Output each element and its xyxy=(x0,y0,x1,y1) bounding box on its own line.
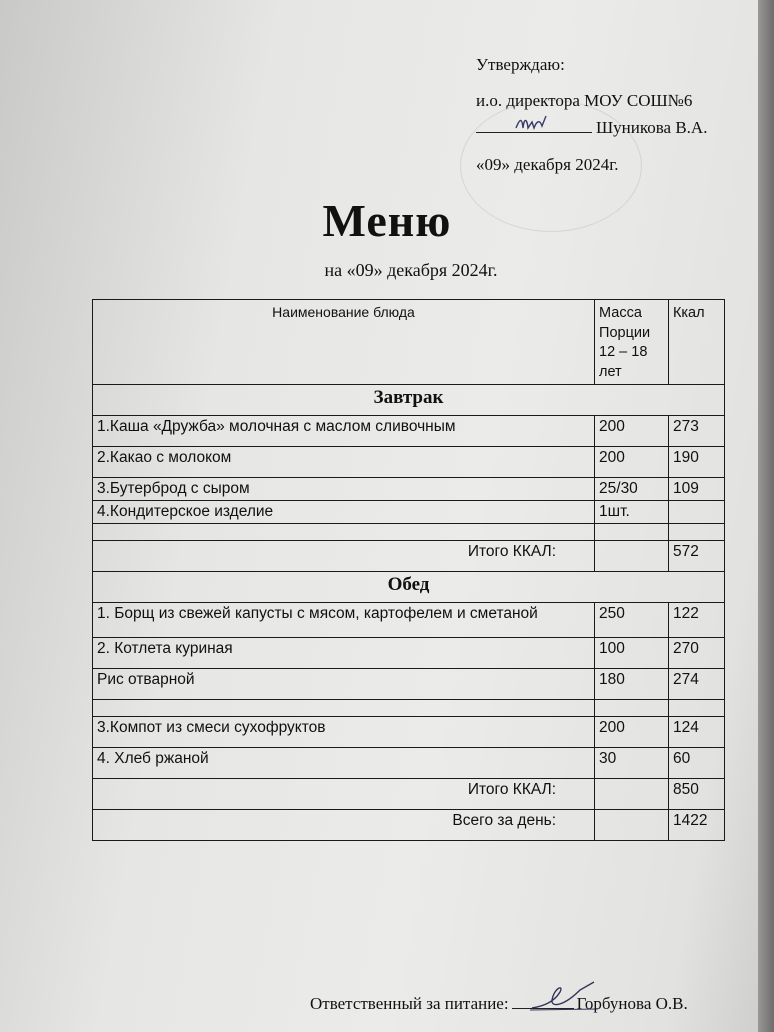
page-title: Меню xyxy=(322,195,452,246)
dish-kcal: 122 xyxy=(668,603,724,638)
dish-name: 2. Котлета куриная xyxy=(93,638,595,669)
dish-name: 1. Борщ из свежей капусты с мясом, картофелем и сметаной xyxy=(93,603,595,638)
dish-kcal: 190 xyxy=(668,447,724,478)
day-total-value: 1422 xyxy=(668,810,724,841)
dish-kcal: 274 xyxy=(668,669,724,700)
total-label: Итого ККАЛ: xyxy=(93,541,595,572)
empty-row xyxy=(93,524,725,541)
approval-position: и.о. директора МОУ СОШ№6 xyxy=(476,91,693,110)
approval-name: Шуникова В.А. xyxy=(596,118,708,137)
table-row xyxy=(93,603,725,638)
dish-kcal: 60 xyxy=(668,748,724,779)
approval-title: Утверждаю: xyxy=(476,55,565,74)
section-lunch xyxy=(93,572,725,603)
total-label: Итого ККАЛ: xyxy=(93,779,595,810)
menu-table xyxy=(92,299,725,841)
header-dish-name: Наименование блюда xyxy=(93,300,595,385)
total-value: 572 xyxy=(668,541,724,572)
table-row xyxy=(93,416,725,447)
header-kcal: Ккал xyxy=(668,300,724,385)
dish-name: 1.Каша «Дружба» молочная с маслом сливочным xyxy=(93,416,595,447)
footer-responsible xyxy=(310,994,688,1014)
page-subtitle: на «09» декабря 2024г. xyxy=(324,260,498,280)
table-header-row xyxy=(93,300,725,385)
lunch-total-row xyxy=(93,779,725,810)
dish-name: Рис отварной xyxy=(93,669,595,700)
day-total-row xyxy=(93,810,725,841)
table-row xyxy=(93,669,725,700)
empty-row xyxy=(93,700,725,717)
dish-name: 4.Кондитерское изделие xyxy=(93,501,595,524)
page-edge-shadow xyxy=(758,0,774,1032)
dish-kcal: 270 xyxy=(668,638,724,669)
dish-kcal: 124 xyxy=(668,717,724,748)
total-value: 850 xyxy=(668,779,724,810)
dish-mass: 200 xyxy=(595,416,669,447)
section-title: Обед xyxy=(93,572,725,603)
section-title: Завтрак xyxy=(93,385,725,416)
day-total-label: Всего за день: xyxy=(93,810,595,841)
footer-name: Горбунова О.В. xyxy=(576,994,688,1013)
dish-mass: 30 xyxy=(595,748,669,779)
table-row xyxy=(93,447,725,478)
dish-mass: 200 xyxy=(595,447,669,478)
dish-name: 2.Какао с молоком xyxy=(93,447,595,478)
section-breakfast xyxy=(93,385,725,416)
dish-mass: 180 xyxy=(595,669,669,700)
table-row xyxy=(93,478,725,501)
dish-kcal: 273 xyxy=(668,416,724,447)
table-row xyxy=(93,501,725,524)
approval-signature-line xyxy=(476,118,707,138)
header-portion-mass: Масса Порции 12 – 18 лет xyxy=(595,300,669,385)
dish-mass: 250 xyxy=(595,603,669,638)
dish-mass: 200 xyxy=(595,717,669,748)
approval-date: «09» декабря 2024г. xyxy=(476,155,619,174)
dish-kcal xyxy=(668,501,724,524)
breakfast-total-row xyxy=(93,541,725,572)
director-signature xyxy=(512,112,562,136)
footer-signature-blank xyxy=(512,994,574,1009)
dish-name: 3.Бутерброд с сыром xyxy=(93,478,595,501)
table-row xyxy=(93,638,725,669)
dish-name: 3.Компот из смеси сухофруктов xyxy=(93,717,595,748)
dish-mass: 100 xyxy=(595,638,669,669)
dish-kcal: 109 xyxy=(668,478,724,501)
dish-mass: 1шт. xyxy=(595,501,669,524)
dish-mass: 25/30 xyxy=(595,478,669,501)
dish-name: 4. Хлеб ржаной xyxy=(93,748,595,779)
footer-label: Ответственный за питание: xyxy=(310,994,509,1013)
table-row xyxy=(93,748,725,779)
table-row xyxy=(93,717,725,748)
